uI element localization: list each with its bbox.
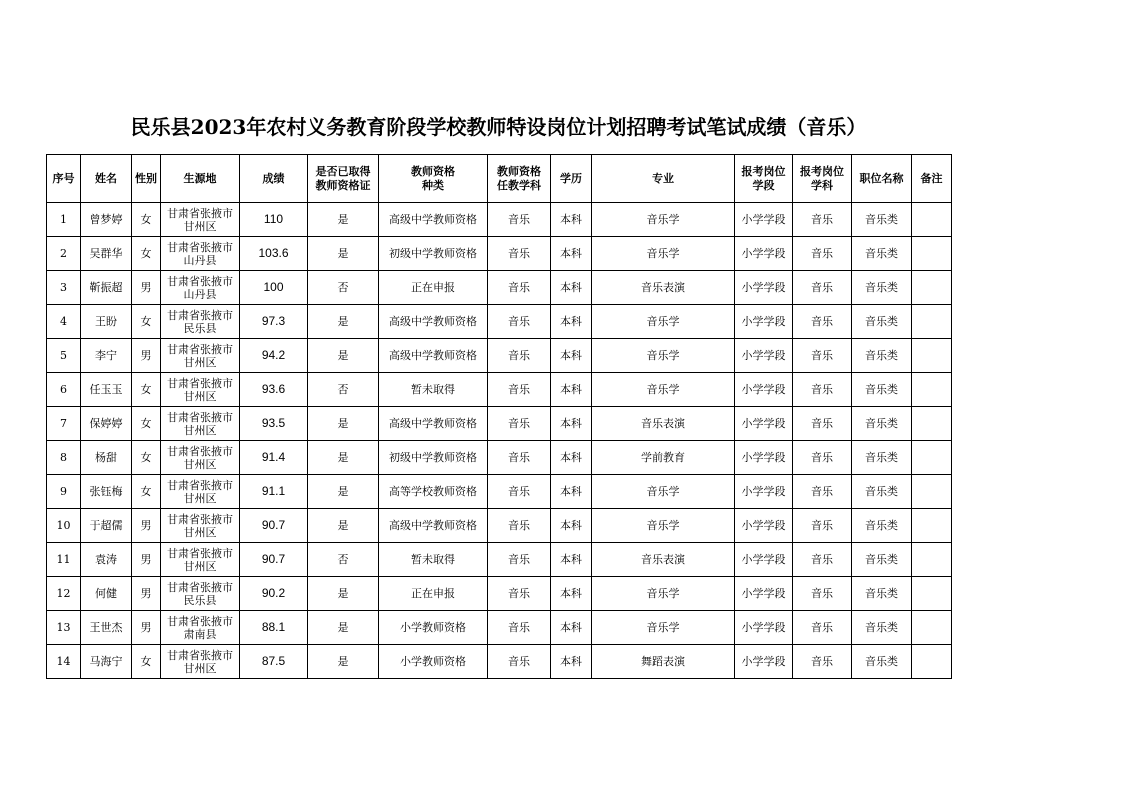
gender-cell: 女 [132, 203, 161, 237]
cert-subject-cell: 音乐 [488, 645, 551, 679]
education-cell: 本科 [551, 543, 592, 577]
table-row [47, 237, 952, 271]
has-cert-cell: 是 [308, 339, 379, 373]
table-row [47, 543, 952, 577]
row-number-cell: 10 [47, 509, 81, 543]
position-cell: 音乐类 [852, 203, 912, 237]
major-cell: 音乐学 [592, 203, 735, 237]
post-subject-cell: 音乐 [793, 237, 852, 271]
score-cell: 97.3 [240, 305, 308, 339]
has-cert-cell: 是 [308, 203, 379, 237]
col-gender-header [132, 155, 161, 203]
header-row [47, 155, 952, 203]
education-cell: 本科 [551, 407, 592, 441]
name-cell: 何健 [81, 577, 132, 611]
remark-cell [912, 577, 952, 611]
has-cert-cell: 是 [308, 407, 379, 441]
origin-cell [161, 237, 240, 271]
table-row [47, 611, 952, 645]
position-cell: 音乐类 [852, 271, 912, 305]
major-cell: 音乐表演 [592, 407, 735, 441]
origin-cell [161, 611, 240, 645]
score-cell: 88.1 [240, 611, 308, 645]
gender-cell: 男 [132, 611, 161, 645]
education-cell: 本科 [551, 577, 592, 611]
header-label: 成绩 [262, 171, 285, 185]
post-subject-cell: 音乐 [793, 373, 852, 407]
post-stage-cell: 小学学段 [735, 645, 793, 679]
post-stage-cell: 小学学段 [735, 509, 793, 543]
remark-cell [912, 339, 952, 373]
cert-subject-cell: 音乐 [488, 407, 551, 441]
cert-type-cell: 正在申报 [379, 577, 488, 611]
gender-cell: 女 [132, 475, 161, 509]
remark-cell [912, 509, 952, 543]
origin-line: 山丹县 [183, 253, 217, 267]
position-cell: 音乐类 [852, 645, 912, 679]
major-cell: 学前教育 [592, 441, 735, 475]
header-label: 学科 [811, 178, 833, 192]
row-number-cell: 2 [47, 237, 81, 271]
score-cell: 93.5 [240, 407, 308, 441]
col-post-subject-header [793, 155, 852, 203]
name-cell: 任玉玉 [81, 373, 132, 407]
major-cell: 音乐学 [592, 509, 735, 543]
cert-subject-cell: 音乐 [488, 441, 551, 475]
major-cell: 音乐学 [592, 237, 735, 271]
has-cert-cell: 是 [308, 611, 379, 645]
cert-subject-cell: 音乐 [488, 373, 551, 407]
cert-subject-cell: 音乐 [488, 339, 551, 373]
table-row [47, 271, 952, 305]
row-number-cell: 11 [47, 543, 81, 577]
row-number-cell: 7 [47, 407, 81, 441]
has-cert-cell: 是 [308, 441, 379, 475]
has-cert-cell: 是 [308, 645, 379, 679]
major-cell: 音乐学 [592, 611, 735, 645]
position-cell: 音乐类 [852, 509, 912, 543]
col-education-header [551, 155, 592, 203]
table-row [47, 203, 952, 237]
page-title: 民乐县2023年农村义务教育阶段学校教师特设岗位计划招聘考试笔试成绩（音乐） [130, 115, 867, 139]
post-subject-cell: 音乐 [793, 475, 852, 509]
col-remark-header [912, 155, 952, 203]
education-cell: 本科 [551, 645, 592, 679]
row-number-cell: 9 [47, 475, 81, 509]
origin-cell [161, 509, 240, 543]
gender-cell: 女 [132, 407, 161, 441]
post-stage-cell: 小学学段 [735, 577, 793, 611]
remark-cell [912, 611, 952, 645]
education-cell: 本科 [551, 373, 592, 407]
post-subject-cell: 音乐 [793, 577, 852, 611]
has-cert-cell: 是 [308, 305, 379, 339]
major-cell: 音乐表演 [592, 271, 735, 305]
header-label: 教师资格 [497, 164, 541, 178]
row-number-cell: 4 [47, 305, 81, 339]
has-cert-cell: 是 [308, 475, 379, 509]
cert-type-cell: 暂未取得 [379, 373, 488, 407]
position-cell: 音乐类 [852, 611, 912, 645]
header-label: 教师资格 [411, 164, 455, 178]
post-subject-cell: 音乐 [793, 645, 852, 679]
position-cell: 音乐类 [852, 339, 912, 373]
score-cell: 90.2 [240, 577, 308, 611]
post-subject-cell: 音乐 [793, 509, 852, 543]
col-has-cert-header [308, 155, 379, 203]
col-position-header [852, 155, 912, 203]
name-cell: 马海宁 [81, 645, 132, 679]
origin-cell [161, 407, 240, 441]
origin-line: 肃南县 [183, 627, 217, 641]
origin-line: 甘州区 [183, 491, 217, 505]
header-label: 学历 [560, 171, 582, 185]
header-label: 备注 [920, 171, 943, 185]
cert-type-cell: 小学教师资格 [379, 645, 488, 679]
gender-cell: 男 [132, 339, 161, 373]
cert-type-cell: 高等学校教师资格 [379, 475, 488, 509]
col-name-header [81, 155, 132, 203]
origin-line: 甘肃省张掖市 [167, 546, 233, 560]
results-table [46, 154, 952, 679]
has-cert-cell: 是 [308, 577, 379, 611]
cert-type-cell: 高级中学教师资格 [379, 407, 488, 441]
score-cell: 100 [240, 271, 308, 305]
position-cell: 音乐类 [852, 373, 912, 407]
header-label: 教师资格证 [315, 178, 371, 192]
name-cell: 张钰梅 [81, 475, 132, 509]
remark-cell [912, 475, 952, 509]
header-label: 任教学科 [497, 178, 541, 192]
post-stage-cell: 小学学段 [735, 203, 793, 237]
gender-cell: 女 [132, 441, 161, 475]
position-cell: 音乐类 [852, 237, 912, 271]
name-cell: 靳振超 [81, 271, 132, 305]
cert-subject-cell: 音乐 [488, 203, 551, 237]
origin-cell [161, 339, 240, 373]
origin-line: 甘肃省张掖市 [167, 274, 233, 288]
post-stage-cell: 小学学段 [735, 543, 793, 577]
row-number-cell: 3 [47, 271, 81, 305]
education-cell: 本科 [551, 475, 592, 509]
row-number-cell: 12 [47, 577, 81, 611]
origin-line: 甘州区 [183, 457, 217, 471]
post-subject-cell: 音乐 [793, 203, 852, 237]
post-subject-cell: 音乐 [793, 305, 852, 339]
origin-cell [161, 373, 240, 407]
post-stage-cell: 小学学段 [735, 611, 793, 645]
header-label: 性别 [135, 171, 157, 185]
gender-cell: 女 [132, 645, 161, 679]
origin-line: 甘肃省张掖市 [167, 444, 233, 458]
post-stage-cell: 小学学段 [735, 237, 793, 271]
header-label: 专业 [652, 171, 674, 185]
score-cell: 90.7 [240, 509, 308, 543]
post-subject-cell: 音乐 [793, 407, 852, 441]
score-cell: 91.4 [240, 441, 308, 475]
education-cell: 本科 [551, 237, 592, 271]
remark-cell [912, 645, 952, 679]
name-cell: 曾梦婷 [81, 203, 132, 237]
education-cell: 本科 [551, 509, 592, 543]
cert-type-cell: 暂未取得 [379, 543, 488, 577]
origin-cell [161, 271, 240, 305]
post-stage-cell: 小学学段 [735, 441, 793, 475]
name-cell: 杨甜 [81, 441, 132, 475]
cert-type-cell: 正在申报 [379, 271, 488, 305]
post-subject-cell: 音乐 [793, 611, 852, 645]
post-stage-cell: 小学学段 [735, 373, 793, 407]
table-row [47, 339, 952, 373]
education-cell: 本科 [551, 611, 592, 645]
gender-cell: 女 [132, 373, 161, 407]
origin-line: 甘肃省张掖市 [167, 206, 233, 220]
origin-line: 甘肃省张掖市 [167, 478, 233, 492]
header-label: 报考岗位 [800, 164, 844, 178]
cert-type-cell: 高级中学教师资格 [379, 339, 488, 373]
origin-line: 甘肃省张掖市 [167, 240, 233, 254]
post-subject-cell: 音乐 [793, 441, 852, 475]
origin-line: 甘肃省张掖市 [167, 410, 233, 424]
score-cell: 110 [240, 203, 308, 237]
col-no-header [47, 155, 81, 203]
score-cell: 87.5 [240, 645, 308, 679]
major-cell: 音乐学 [592, 305, 735, 339]
remark-cell [912, 237, 952, 271]
gender-cell: 男 [132, 543, 161, 577]
remark-cell [912, 373, 952, 407]
remark-cell [912, 407, 952, 441]
table-row [47, 373, 952, 407]
origin-cell [161, 645, 240, 679]
table-row [47, 305, 952, 339]
origin-line: 民乐县 [183, 321, 217, 335]
cert-subject-cell: 音乐 [488, 577, 551, 611]
post-stage-cell: 小学学段 [735, 271, 793, 305]
major-cell: 音乐学 [592, 339, 735, 373]
origin-cell [161, 543, 240, 577]
post-subject-cell: 音乐 [793, 271, 852, 305]
row-number-cell: 14 [47, 645, 81, 679]
gender-cell: 女 [132, 237, 161, 271]
position-cell: 音乐类 [852, 543, 912, 577]
origin-line: 甘州区 [183, 661, 217, 675]
cert-type-cell: 初级中学教师资格 [379, 237, 488, 271]
post-stage-cell: 小学学段 [735, 407, 793, 441]
origin-line: 甘肃省张掖市 [167, 512, 233, 526]
origin-line: 甘肃省张掖市 [167, 614, 233, 628]
origin-cell [161, 475, 240, 509]
name-cell: 袁涛 [81, 543, 132, 577]
gender-cell: 男 [132, 509, 161, 543]
has-cert-cell: 是 [308, 509, 379, 543]
table-row [47, 441, 952, 475]
cert-type-cell: 高级中学教师资格 [379, 203, 488, 237]
education-cell: 本科 [551, 305, 592, 339]
origin-line: 甘州区 [183, 423, 217, 437]
cert-type-cell: 初级中学教师资格 [379, 441, 488, 475]
post-subject-cell: 音乐 [793, 543, 852, 577]
origin-line: 甘州区 [183, 355, 217, 369]
header-label: 是否已取得 [315, 164, 371, 178]
row-number-cell: 8 [47, 441, 81, 475]
cert-subject-cell: 音乐 [488, 237, 551, 271]
row-number-cell: 1 [47, 203, 81, 237]
row-number-cell: 6 [47, 373, 81, 407]
cert-subject-cell: 音乐 [488, 543, 551, 577]
cert-type-cell: 高级中学教师资格 [379, 305, 488, 339]
origin-line: 民乐县 [183, 593, 217, 607]
major-cell: 音乐学 [592, 577, 735, 611]
position-cell: 音乐类 [852, 407, 912, 441]
header-label: 姓名 [95, 171, 117, 185]
education-cell: 本科 [551, 271, 592, 305]
cert-type-cell: 高级中学教师资格 [379, 509, 488, 543]
has-cert-cell: 否 [308, 543, 379, 577]
header-label: 职位名称 [859, 171, 904, 185]
table-row [47, 407, 952, 441]
post-subject-cell: 音乐 [793, 339, 852, 373]
col-post-stage-header [735, 155, 793, 203]
col-cert-type-header [379, 155, 488, 203]
col-major-header [592, 155, 735, 203]
col-origin-header [161, 155, 240, 203]
major-cell: 音乐表演 [592, 543, 735, 577]
gender-cell: 男 [132, 577, 161, 611]
remark-cell [912, 305, 952, 339]
origin-line: 甘肃省张掖市 [167, 308, 233, 322]
table-row [47, 475, 952, 509]
row-number-cell: 5 [47, 339, 81, 373]
gender-cell: 男 [132, 271, 161, 305]
major-cell: 音乐学 [592, 373, 735, 407]
post-stage-cell: 小学学段 [735, 475, 793, 509]
score-cell: 103.6 [240, 237, 308, 271]
major-cell: 舞蹈表演 [592, 645, 735, 679]
table-row [47, 577, 952, 611]
origin-line: 甘肃省张掖市 [167, 648, 233, 662]
origin-cell [161, 577, 240, 611]
col-score-header [240, 155, 308, 203]
origin-cell [161, 441, 240, 475]
position-cell: 音乐类 [852, 475, 912, 509]
cert-subject-cell: 音乐 [488, 611, 551, 645]
score-cell: 91.1 [240, 475, 308, 509]
score-cell: 94.2 [240, 339, 308, 373]
remark-cell [912, 203, 952, 237]
header-label: 生源地 [183, 171, 217, 185]
origin-line: 甘州区 [183, 389, 217, 403]
name-cell: 保婷婷 [81, 407, 132, 441]
origin-line: 甘州区 [183, 219, 217, 233]
origin-line: 甘肃省张掖市 [167, 580, 233, 594]
post-stage-cell: 小学学段 [735, 339, 793, 373]
cert-subject-cell: 音乐 [488, 475, 551, 509]
name-cell: 李宁 [81, 339, 132, 373]
origin-cell [161, 305, 240, 339]
origin-line: 甘州区 [183, 525, 217, 539]
name-cell: 于超儒 [81, 509, 132, 543]
header-label: 学段 [752, 178, 775, 192]
position-cell: 音乐类 [852, 305, 912, 339]
major-cell: 音乐学 [592, 475, 735, 509]
origin-line: 甘肃省张掖市 [167, 376, 233, 390]
origin-line: 甘肃省张掖市 [167, 342, 233, 356]
table-row [47, 645, 952, 679]
cert-subject-cell: 音乐 [488, 509, 551, 543]
has-cert-cell: 是 [308, 237, 379, 271]
has-cert-cell: 否 [308, 373, 379, 407]
remark-cell [912, 543, 952, 577]
origin-line: 甘州区 [183, 559, 217, 573]
has-cert-cell: 否 [308, 271, 379, 305]
position-cell: 音乐类 [852, 577, 912, 611]
header-label: 种类 [422, 178, 444, 192]
name-cell: 王盼 [81, 305, 132, 339]
score-cell: 90.7 [240, 543, 308, 577]
education-cell: 本科 [551, 339, 592, 373]
gender-cell: 女 [132, 305, 161, 339]
remark-cell [912, 271, 952, 305]
education-cell: 本科 [551, 203, 592, 237]
education-cell: 本科 [551, 441, 592, 475]
cert-type-cell: 小学教师资格 [379, 611, 488, 645]
cert-subject-cell: 音乐 [488, 305, 551, 339]
header-label: 序号 [52, 171, 75, 185]
row-number-cell: 13 [47, 611, 81, 645]
table-body [47, 203, 952, 679]
post-stage-cell: 小学学段 [735, 305, 793, 339]
col-cert-subject-header [488, 155, 551, 203]
header-label: 报考岗位 [741, 164, 786, 178]
origin-cell [161, 203, 240, 237]
table-row [47, 509, 952, 543]
name-cell: 吴群华 [81, 237, 132, 271]
position-cell: 音乐类 [852, 441, 912, 475]
score-cell: 93.6 [240, 373, 308, 407]
cert-subject-cell: 音乐 [488, 271, 551, 305]
remark-cell [912, 441, 952, 475]
name-cell: 王世杰 [81, 611, 132, 645]
origin-line: 山丹县 [183, 287, 217, 301]
